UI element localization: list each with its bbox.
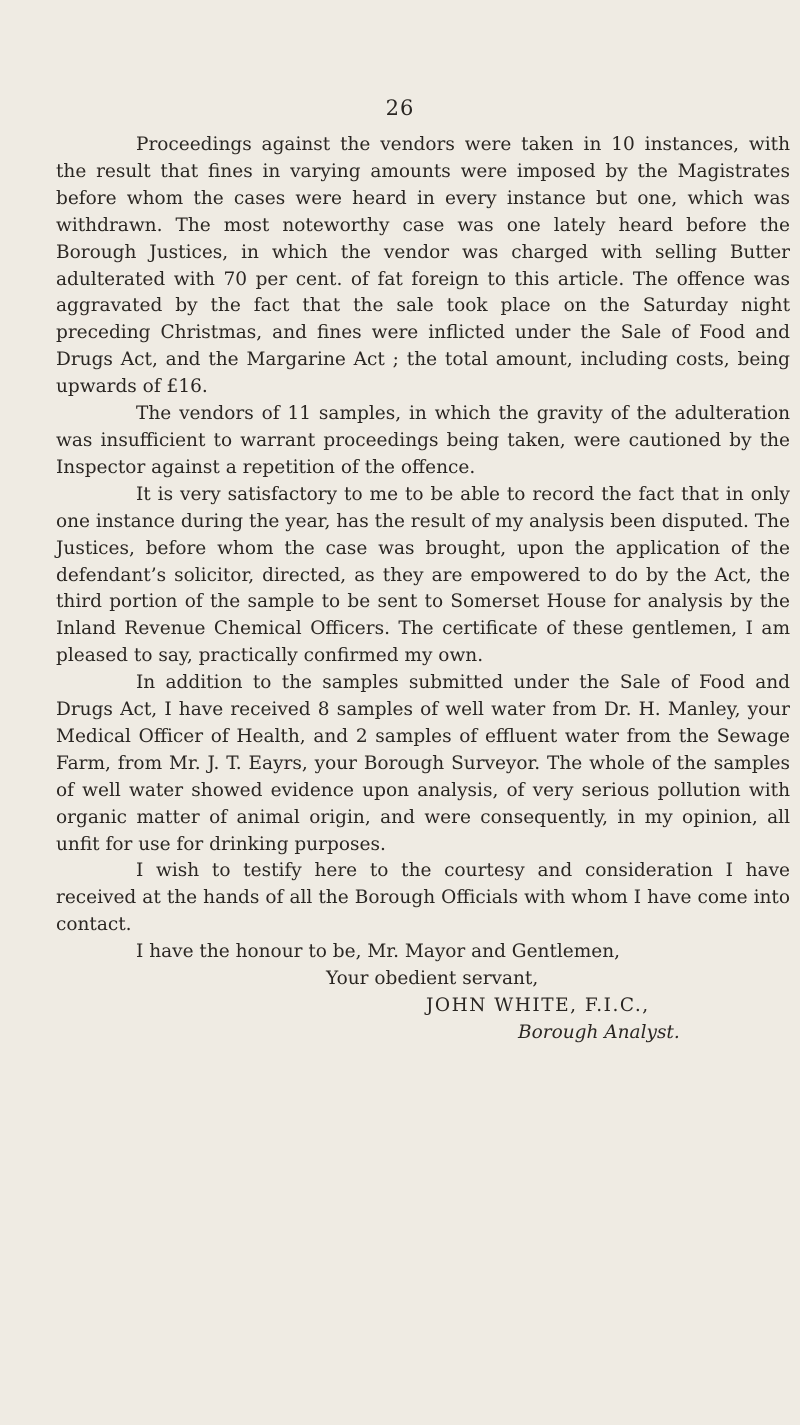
signatory-title: Borough Analyst.: [518, 1021, 680, 1043]
letter-closing: [56, 939, 790, 1047]
paragraph-acknowledgement: I wish to testify here to the courtesy and consideration I have received at the hands of all the Borough Officials with whom I have come into contact.: [56, 860, 790, 936]
paragraph-prosecutions: Proceedings against the vendors were taken in 10 instances, with the result that fines in varying amounts were imposed by the Magistrates before whom the cases were heard in every instance but one, which was withdrawn. The most noteworthy case was one lately heard before the Borough Justices, in which the vendor was charged with selling Butter adulterated with 70 per cent. of fat foreign to this article. The offence was aggravated by the fact that the sale took place on the Saturday night preceding Christmas, and fines were inflicted under the Sale of Food and Drugs Act, and the Margarine Act ; the total amount, including costs, being upwards of £16.: [56, 134, 790, 398]
paragraph-water-samples: In addition to the samples submitted under the Sale of Food and Drugs Act, I have received 8 samples of well water from Dr. H. Manley, your Medical Officer of Health, and 2 samples of effluent water from the Sewage Farm, from Mr. J. T. Eayrs, your Borough Surveyor. The whole of the samples of well water showed evidence upon analysis, of very serious pollution with organic matter of animal origin, and were consequently, in my opinion, all unfit for use for drinking purposes.: [56, 672, 790, 855]
signatory-name: JOHN WHITE, F.I.C.,: [426, 995, 650, 1016]
paragraph-disputed-analysis: It is very satisfactory to me to be able to record the fact that in only one instance during the year, has the result of my analysis been disputed. The Justices, before whom the case was brought, upon the application of the defendant’s solicitor, directed, as they are empowered to do by the Act, the third portion of the sample to be sent to Somerset House for analysis by the Inland Revenue Chemical Officers. The certificate of these gentlemen, I am pleased to say, practically confirmed my own.: [56, 483, 790, 667]
closing-valediction: Your obedient servant,: [326, 968, 539, 990]
report-body: [56, 132, 790, 1047]
closing-salutation: I have the honour to be, Mr. Mayor and Gentlemen,: [136, 941, 621, 963]
page-number: 26: [385, 96, 415, 120]
paragraph-cautions: The vendors of 11 samples, in which the gravity of the adulteration was insufficient to warrant proceedings being taken, were cautioned by the Inspector against a repetition of the offence.: [56, 403, 790, 478]
